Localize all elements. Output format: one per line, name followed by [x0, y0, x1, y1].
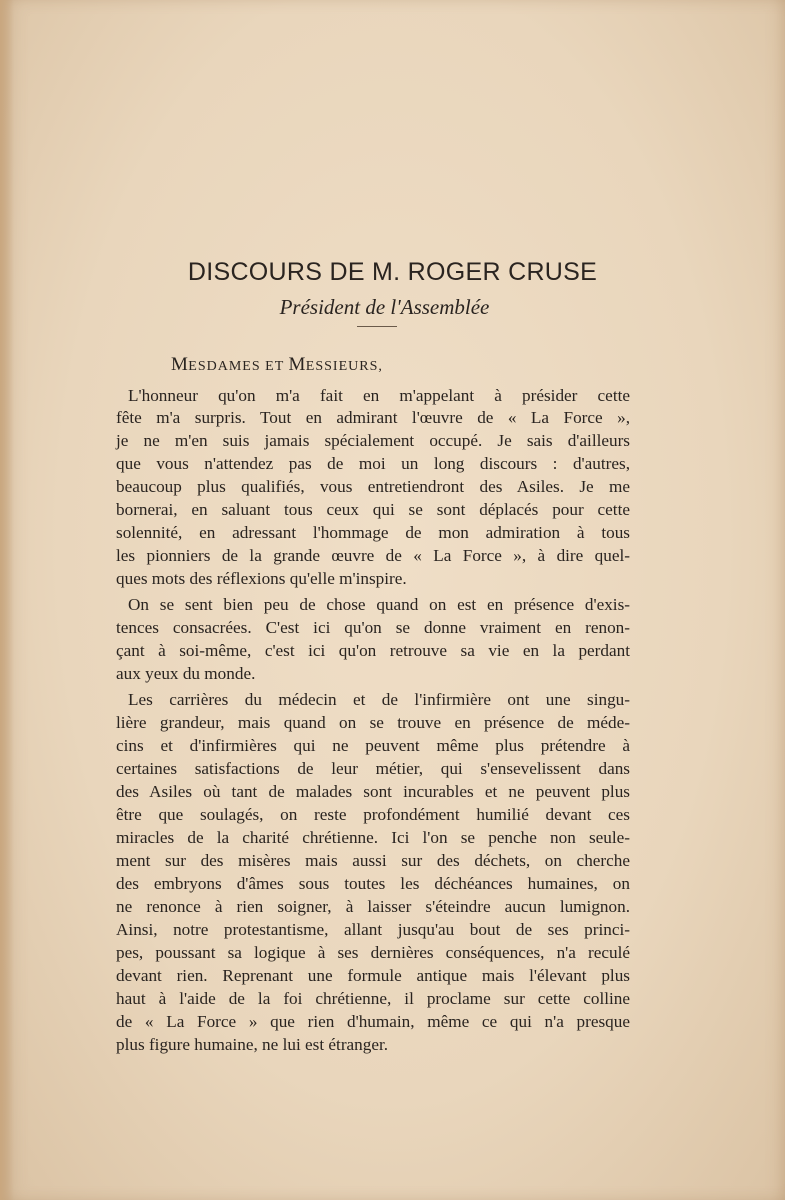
- text-line: des Asiles où tant de malades sont incurables et ne peuvent plus: [116, 782, 630, 801]
- page-edge-shadow: [0, 0, 14, 1200]
- text-line: ques mots des réflexions qu'elle m'inspire.: [116, 569, 407, 588]
- text-line: aux yeux du monde.: [116, 664, 256, 683]
- text-line: que vous n'attendez pas de moi un long discours : d'autres,: [116, 454, 630, 473]
- document-title: DISCOURS DE M. ROGER CRUSE: [187, 258, 598, 286]
- document-subtitle: Président de l'Assemblée: [279, 295, 490, 319]
- text-line: bornerai, en saluant tous ceux qui se sont déplacés pour cette: [116, 500, 630, 519]
- text-line: tences consacrées. C'est ici qu'on se donne vraiment en renon-: [116, 618, 630, 637]
- text-line: ment sur des misères mais aussi sur des déchets, on cherche: [116, 851, 630, 870]
- text-line: les pionniers de la grande œuvre de « La Force », à dire quel-: [116, 546, 630, 565]
- text-line: pes, poussant sa logique à ses dernières conséquences, n'a reculé: [116, 943, 630, 962]
- text-line: être que soulagés, on reste profondément humilié devant ces: [116, 805, 630, 824]
- text-line: Ainsi, notre protestantisme, allant jusqu'au bout de ses princi-: [116, 920, 630, 939]
- text-line: devant rien. Reprenant une formule antique mais l'élevant plus: [116, 966, 630, 985]
- salutation: [171, 354, 383, 376]
- text-line: beaucoup plus qualifiés, vous entretiendront des Asiles. Je me: [116, 477, 630, 496]
- text-line: Les carrières du médecin et de l'infirmière ont une singu-: [128, 690, 630, 709]
- text-line: de « La Force » que rien d'humain, même ce qui n'a presque: [116, 1012, 630, 1031]
- text-line: lière grandeur, mais quand on se trouve en présence de méde-: [116, 713, 630, 732]
- text-line: haut à l'aide de la foi chrétienne, il proclame sur cette colline: [116, 989, 630, 1008]
- text-line: On se sent bien peu de chose quand on est en présence d'exis-: [128, 595, 630, 614]
- text-line: fête m'a surpris. Tout en admirant l'œuvre de « La Force »,: [116, 408, 630, 427]
- title-divider: [357, 326, 397, 327]
- salutation-initial: M: [171, 354, 189, 375]
- salutation-initial: M: [288, 354, 306, 375]
- text-line: des embryons d'âmes sous toutes les déchéances humaines, on: [116, 874, 630, 893]
- text-line: ne renonce à rien soigner, à laisser s'éteindre aucun lumignon.: [116, 897, 630, 916]
- text-line: je ne m'en suis jamais spécialement occupé. Je sais d'ailleurs: [116, 431, 630, 450]
- salutation-text: ESSIEURS,: [305, 359, 383, 374]
- text-line: solennité, en adressant l'hommage de mon admiration à tous: [116, 523, 630, 542]
- text-line: L'honneur qu'on m'a fait en m'appelant à présider cette: [128, 386, 630, 405]
- text-line: certaines satisfactions de leur métier, qui s'ensevelissent dans: [116, 759, 630, 778]
- text-line: cins et d'infirmières qui ne peuvent même plus prétendre à: [116, 736, 630, 755]
- salutation-text: ESDAMES ET: [188, 359, 289, 374]
- text-line: miracles de la charité chrétienne. Ici l'on se penche non seule-: [116, 828, 630, 847]
- text-line: çant à soi-même, c'est ici qu'on retrouve sa vie en la perdant: [116, 641, 630, 660]
- text-line: plus figure humaine, ne lui est étranger.: [116, 1035, 389, 1054]
